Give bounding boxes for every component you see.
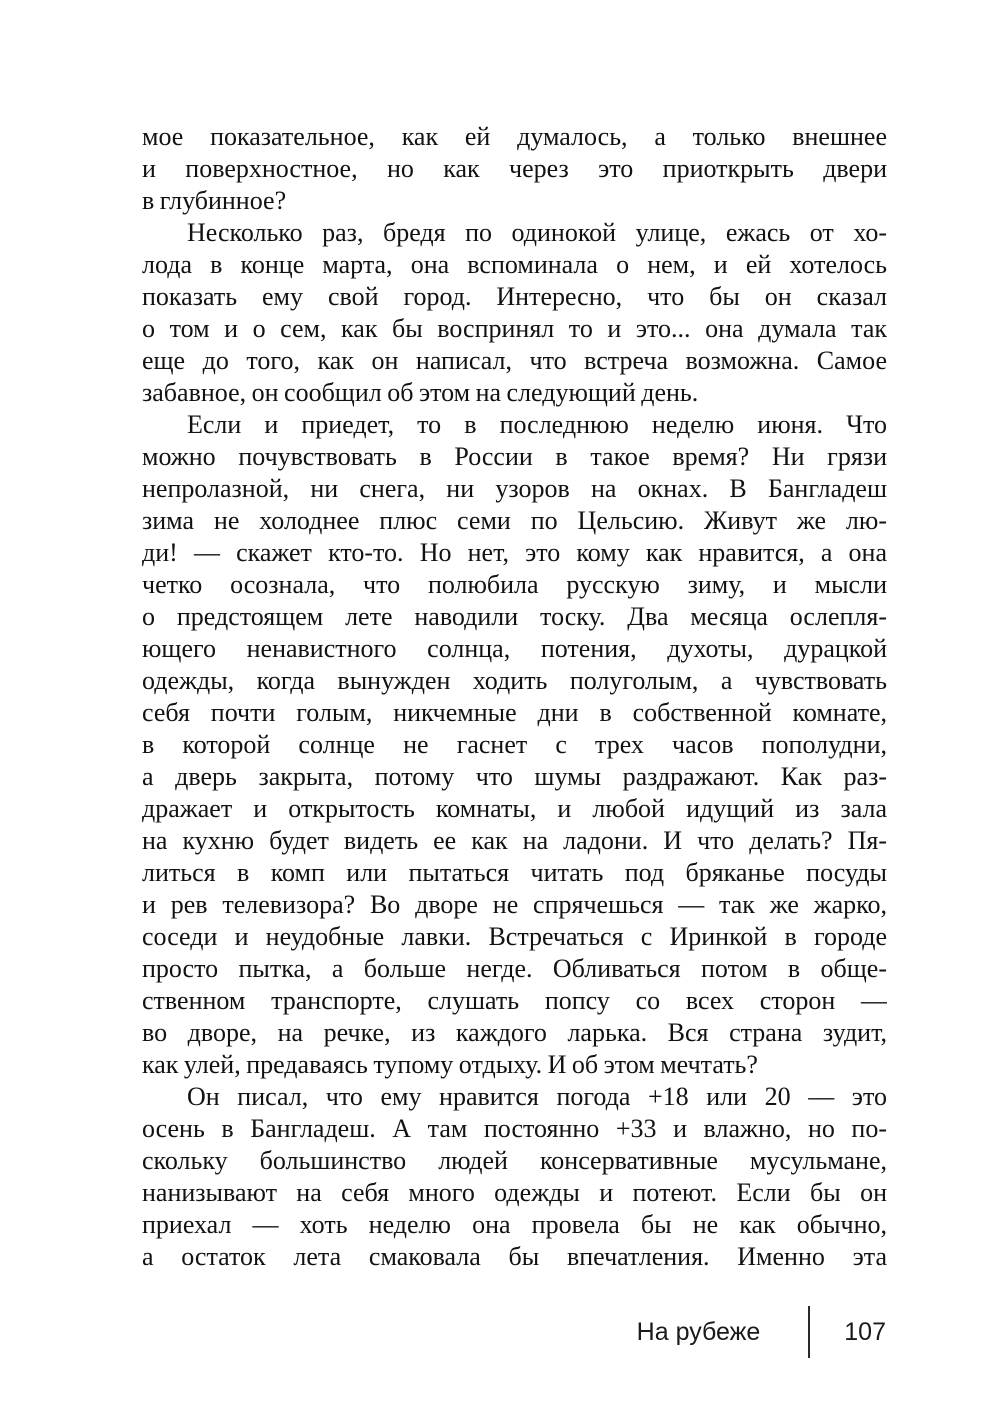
text-line: Если и приедет, то в последнюю неделю июня. Что [187,410,887,439]
paragraph [142,121,887,217]
paragraph [142,409,887,1081]
text-line: просто пытка, а больше негде. Обливаться потом в обще- [142,954,887,983]
text-line: Несколько раз, бредя по одинокой улице, ежась от хо- [187,218,887,247]
text-line: непролазной, ни снега, ни узоров на окнах. В Бангладеш [142,474,887,503]
text-line: нанизывают на себя много одежды и потеют. Если бы он [142,1178,887,1207]
paragraph [142,217,887,409]
text-line: четко осознала, что полюбила русскую зиму, и мысли [142,570,887,599]
text-line: одежды, когда вынужден ходить полуголым, а чувствовать [142,666,887,695]
text-line: соседи и неудобные лавки. Встречаться с Иринкой в городе [142,922,887,951]
text-line: зима не холоднее плюс семи по Цельсию. Живут же лю- [142,506,887,535]
text-line: на кухню будет видеть ее как на ладони. И что делать? Пя- [142,826,887,855]
text-line: лода в конце марта, она вспоминала о нем, и ей хотелось [142,250,887,279]
paragraph [142,1081,887,1273]
text-line: как улей, предаваясь тупому отдыху. И об этом мечтать? [142,1050,758,1079]
text-line: и поверхностное, но как через это приоткрыть двери [142,154,887,183]
text-line: а дверь закрыта, потому что шумы раздражают. Как раз- [142,762,887,791]
text-line: о предстоящем лете наводили тоску. Два месяца ослепля- [142,602,887,631]
text-line: в которой солнце не гаснет с трех часов пополудни, [142,730,887,759]
text-line: еще до того, как он написал, что встреча возможна. Самое [142,346,887,375]
footer-divider [808,1306,810,1358]
text-line: дражает и открытость комнаты, и любой идущий из зала [142,794,887,823]
text-line: ди! — скажет кто-то. Но нет, это кому как нравится, а она [142,538,887,567]
text-line: показать ему свой город. Интересно, что бы он сказал [142,282,887,311]
text-line: а остаток лета смаковала бы впечатления. Именно эта [142,1242,887,1271]
text-line: себя почти голым, никчемные дни в собственной комнате, [142,698,887,727]
page-number: 107 [844,1317,886,1346]
text-line: ющего ненавистного солнца, потения, духоты, дурацкой [142,634,887,663]
text-line: можно почувствовать в России в такое время? Ни грязи [142,442,887,471]
body-text [142,121,887,1273]
text-line: забавное, он сообщил об этом на следующий день. [142,378,699,407]
text-line: о том и о сем, как бы воспринял то и это... она думала так [142,314,887,343]
page-footer [637,1306,886,1358]
text-line: осень в Бангладеш. А там постоянно +33 и влажно, но по- [142,1114,887,1143]
text-line: во дворе, на речке, из каждого ларька. Вся страна зудит, [142,1018,887,1047]
text-line: приехал — хоть неделю она провела бы не как обычно, [142,1210,887,1239]
text-line: и рев телевизора? Во дворе не спрячешься — так же жарко, [142,890,887,919]
running-title: На рубеже [636,1317,761,1346]
text-line: в глубинное? [142,186,287,215]
text-line: ственном транспорте, слушать попсу со всех сторон — [142,986,887,1015]
text-line: скольку большинство людей консервативные мусульмане, [142,1146,887,1175]
text-line: мое показательное, как ей думалось, а только внешнее [142,122,887,151]
text-line: литься в комп или пытаться читать под бряканье посуды [142,858,887,887]
text-line: Он писал, что ему нравится погода +18 или 20 — это [187,1082,887,1111]
